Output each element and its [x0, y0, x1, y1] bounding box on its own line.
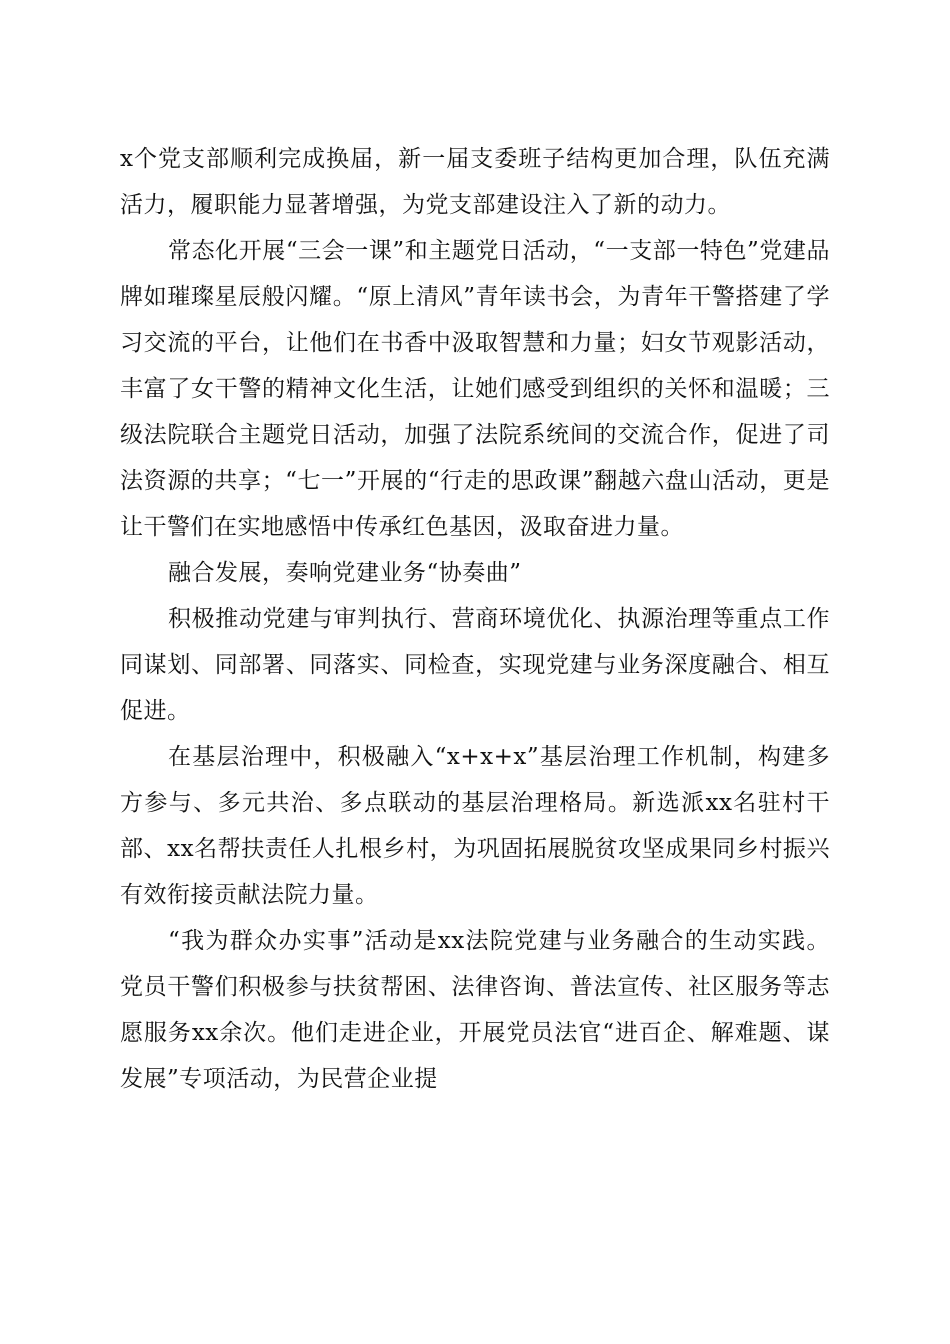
document-body — [120, 136, 830, 1102]
paragraph-party-business-integration: 积极推动党建与审判执行、营商环境优化、执源治理等重点工作同谋划、同部署、同落实、同检查，实现党建与业务深度融合、相互促进。 — [120, 606, 830, 724]
section-heading-integrated-development: 融合发展，奏响党建业务“协奏曲” — [168, 560, 522, 586]
paragraph-grassroots-governance: 在基层治理中，积极融入“x+x+x”基层治理工作机制，构建多方参与、多元共治、多点联动的基层治理格局。新选派xx名驻村干部、xx名帮扶责任人扎根乡村，为巩固拓展脱贫攻坚成果同乡村振兴有效衔接贡献法院力量。 — [120, 744, 830, 908]
paragraph-party-branch-election: x个党支部顺利完成换届，新一届支委班子结构更加合理，队伍充满活力，履职能力显著增强，为党支部建设注入了新的动力。 — [120, 146, 830, 218]
paragraph-regular-activities: 常态化开展“三会一课”和主题党日活动，“一支部一特色”党建品牌如璀璨星辰般闪耀。“原上清风”青年读书会，为青年干警搭建了学习交流的平台，让他们在书香中汲取智慧和力量；妇女节观影活动，丰富了女干警的精神文化生活，让她们感受到组织的关怀和温暖；三级法院联合主题党日活动，加强了法院系统间的交流合作，促进了司法资源的共享；“七一”开展的“行走的思政课”翻越六盘山活动，更是让干警们在实地感悟中传承红色基因，汲取奋进力量。 — [120, 238, 830, 540]
paragraph-practical-services: “我为群众办实事”活动是xx法院党建与业务融合的生动实践。党员干警们积极参与扶贫帮困、法律咨询、普法宣传、社区服务等志愿服务xx余次。他们走进企业，开展党员法官“进百企、解难题、谋发展”专项活动，为民营企业提 — [120, 928, 830, 1092]
